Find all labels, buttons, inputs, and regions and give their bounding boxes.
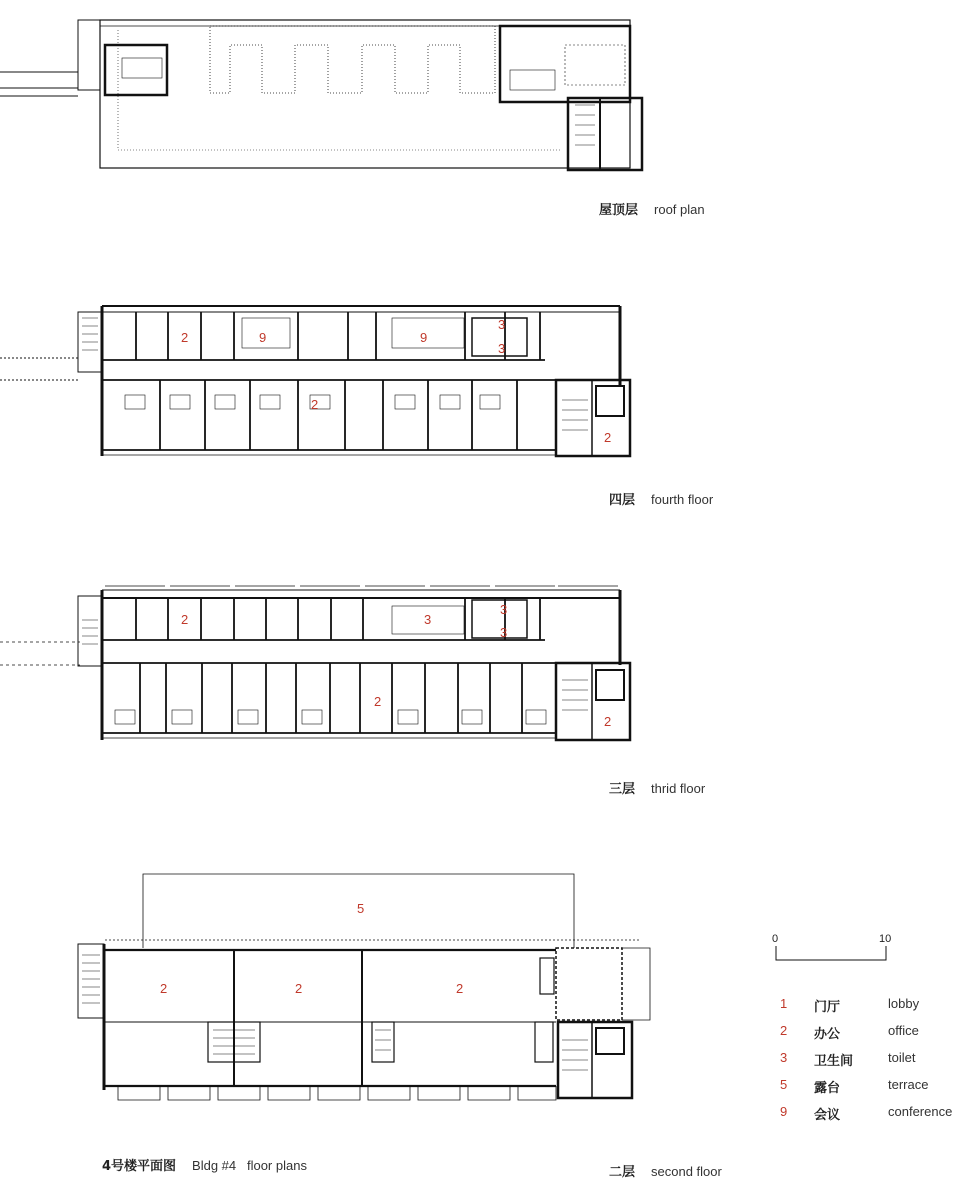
legend-number: 1 bbox=[780, 996, 788, 1011]
caption-en: fourth floor bbox=[651, 492, 714, 507]
third-floor-plan bbox=[0, 586, 630, 740]
legend-number: 2 bbox=[780, 1023, 788, 1038]
legend-label-en: lobby bbox=[888, 996, 920, 1011]
room-number: 9 bbox=[420, 330, 428, 345]
caption-en: second floor bbox=[651, 1164, 722, 1179]
legend-item bbox=[780, 1077, 960, 1104]
roof-plan-caption bbox=[599, 199, 705, 218]
caption-zh: 屋顶层 bbox=[599, 203, 639, 218]
fourth-floor-plan bbox=[0, 306, 630, 456]
legend bbox=[780, 996, 960, 1131]
legend-label-zh: 卫生间 bbox=[814, 1054, 854, 1069]
legend-label-zh: 办公 bbox=[814, 1027, 841, 1042]
room-number: 3 bbox=[500, 625, 508, 640]
room-number: 2 bbox=[295, 981, 303, 996]
legend-item bbox=[780, 1023, 960, 1050]
scale-start-label: 0 bbox=[772, 933, 779, 945]
room-number: 2 bbox=[604, 714, 612, 729]
caption-en: thrid floor bbox=[651, 781, 706, 796]
sheet-title-zh: 4号楼平面图 bbox=[102, 1159, 177, 1174]
room-number: 5 bbox=[357, 901, 365, 916]
sheet-title-en: Bldg #4 floor plans bbox=[192, 1158, 307, 1173]
sheet-title bbox=[102, 1155, 307, 1174]
room-number: 9 bbox=[259, 330, 267, 345]
legend-label-zh: 会议 bbox=[814, 1108, 841, 1123]
legend-label-en: terrace bbox=[888, 1077, 929, 1092]
scale-end-label: 10 bbox=[879, 933, 892, 945]
room-number: 3 bbox=[424, 612, 432, 627]
legend-label-zh: 门厅 bbox=[814, 1000, 841, 1015]
fourth-floor-room-numbers bbox=[181, 317, 611, 445]
room-number: 2 bbox=[160, 981, 168, 996]
room-number: 3 bbox=[500, 602, 508, 617]
second-floor-room-numbers bbox=[160, 901, 463, 996]
caption-zh: 二层 bbox=[609, 1165, 636, 1180]
second-floor-caption bbox=[609, 1161, 722, 1180]
room-number: 3 bbox=[498, 317, 506, 332]
room-number: 2 bbox=[311, 397, 319, 412]
room-number: 3 bbox=[498, 341, 506, 356]
legend-number: 5 bbox=[780, 1077, 788, 1092]
room-number: 2 bbox=[604, 430, 612, 445]
legend-label-en: toilet bbox=[888, 1050, 916, 1065]
room-number: 2 bbox=[181, 612, 189, 627]
legend-label-zh: 露台 bbox=[814, 1081, 841, 1096]
room-number: 2 bbox=[374, 694, 382, 709]
room-number: 2 bbox=[181, 330, 189, 345]
legend-label-en: office bbox=[888, 1023, 919, 1038]
caption-zh: 四层 bbox=[609, 493, 636, 508]
legend-item bbox=[780, 996, 960, 1023]
caption-en: roof plan bbox=[654, 202, 705, 217]
legend-item bbox=[780, 1104, 960, 1131]
third-floor-caption bbox=[609, 778, 705, 797]
legend-label-en: conference bbox=[888, 1104, 953, 1119]
caption-zh: 三层 bbox=[609, 782, 636, 797]
room-number: 2 bbox=[456, 981, 464, 996]
legend-number: 9 bbox=[780, 1104, 788, 1119]
legend-item bbox=[780, 1050, 960, 1077]
legend-number: 3 bbox=[780, 1050, 788, 1065]
scale-bar bbox=[776, 946, 886, 960]
fourth-floor-caption bbox=[609, 489, 713, 508]
roof-plan bbox=[0, 20, 642, 170]
